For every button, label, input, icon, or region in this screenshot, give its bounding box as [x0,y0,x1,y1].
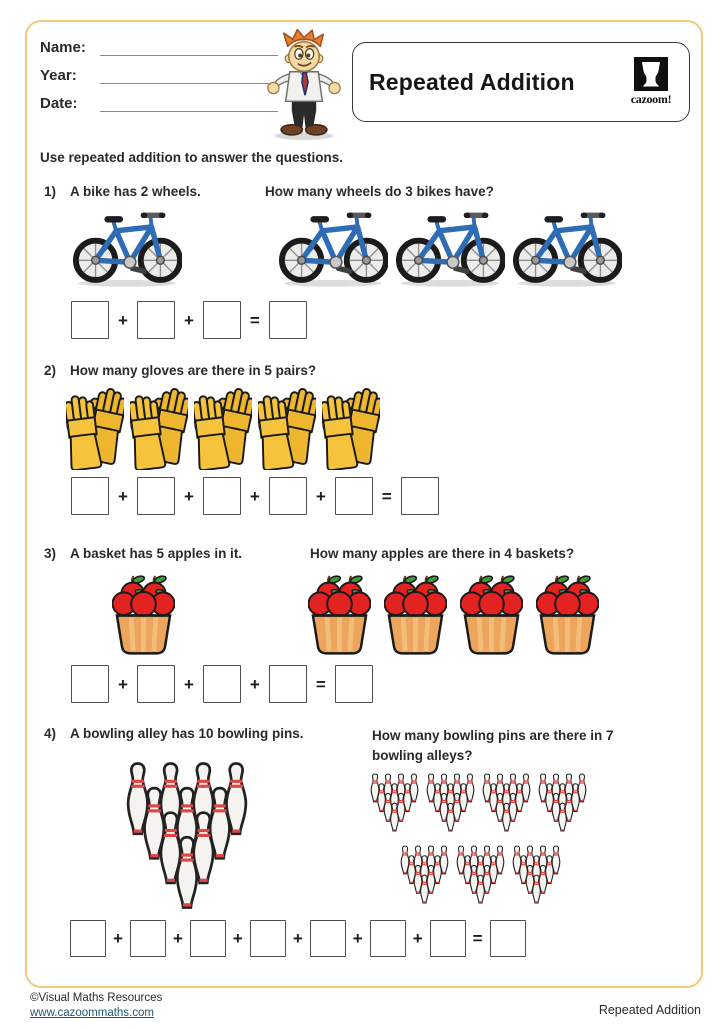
plus-sign: + [249,674,260,694]
answer-box[interactable] [71,301,109,339]
cartoon-boy-mascot [261,29,347,141]
cazoom-logo [625,57,677,107]
question-1-prompt-right: How many wheels do 3 bikes have? [265,184,494,199]
answer-box[interactable] [137,301,175,339]
bicycle-icon [278,209,388,288]
plus-sign: + [232,929,243,948]
plus-sign: + [118,310,128,330]
plus-sign: + [249,486,260,506]
glove-pair-icon [194,387,252,470]
date-field [40,92,278,112]
year-input-line[interactable] [100,67,278,84]
answer-box[interactable] [250,920,286,957]
bowling-pin-rack-icon [480,772,533,833]
name-field [40,36,278,56]
glove-pair-icon [258,387,316,470]
plus-sign: + [352,929,363,948]
question-2-equation [71,477,439,515]
answer-box[interactable] [310,920,346,957]
bicycle-icon [512,209,622,288]
answer-box[interactable] [71,665,109,703]
question-4-single-image [120,759,254,912]
question-4-equation [70,920,526,957]
bowling-pin-rack-icon [398,844,451,905]
plus-sign: + [292,929,303,948]
bicycle-icon [395,209,505,288]
plus-sign: + [183,486,194,506]
name-label: Name: [40,39,86,56]
answer-box[interactable] [70,920,106,957]
question-1-single-image [72,209,182,288]
answer-box[interactable] [203,665,241,703]
bowling-pin-rack-icon [120,759,254,912]
year-field [40,64,278,84]
apple-basket-icon [308,571,371,656]
question-1-equation [71,301,307,339]
plus-sign: + [118,486,128,506]
equals-sign: = [472,929,483,948]
equals-sign: = [381,486,392,506]
equals-sign: = [315,674,326,694]
answer-box[interactable] [190,920,226,957]
question-3-group-images [308,571,599,656]
question-3-equation [71,665,373,703]
worksheet-title-box [352,42,690,122]
glove-pair-icon [322,387,380,470]
plus-sign: + [315,486,326,506]
answer-box[interactable] [71,477,109,515]
question-1-number: 1) [44,184,57,199]
footer-worksheet-name: Repeated Addition [598,1003,701,1017]
question-4-number: 4) [44,726,57,741]
bowling-pin-rack-icon [454,844,507,905]
glove-pair-icon [130,387,188,470]
answer-box[interactable] [335,477,373,515]
answer-box[interactable] [203,301,241,339]
question-3-prompt-right: How many apples are there in 4 baskets? [310,546,575,561]
question-3-number: 3) [44,546,57,561]
date-input-line[interactable] [100,95,278,112]
answer-box[interactable] [130,920,166,957]
bowling-pin-rack-icon [536,772,589,833]
bowling-pin-rack-icon [510,844,563,905]
year-label: Year: [40,67,77,84]
answer-box[interactable] [335,665,373,703]
answer-box[interactable] [137,665,175,703]
equals-sign: = [249,310,260,330]
footer-credits [30,991,162,1021]
instruction-text: Use repeated addition to answer the questions. [40,150,344,165]
question-2-group-images [66,387,380,470]
plus-sign: + [412,929,423,948]
question-3-single-image [112,571,175,656]
plus-sign: + [183,310,194,330]
question-1-group-images [278,209,622,288]
answer-box[interactable] [370,920,406,957]
website-link[interactable]: www.cazoommaths.com [30,1006,154,1019]
answer-box[interactable] [137,477,175,515]
answer-box[interactable] [269,301,307,339]
bicycle-icon [72,209,182,288]
apple-basket-icon [112,571,175,656]
bowling-pin-rack-icon [424,772,477,833]
answer-box[interactable] [203,477,241,515]
question-4-prompt-right: How many bowling pins are there in 7 bowling alleys? [372,728,614,764]
apple-basket-icon [460,571,523,656]
header-fields [40,36,278,120]
question-4-group-images-row1 [368,772,589,833]
apple-basket-icon [536,571,599,656]
cazoom-logo-icon [634,57,668,91]
date-label: Date: [40,95,78,112]
question-1-prompt: A bike has 2 wheels. [70,184,201,199]
question-2-number: 2) [44,363,57,378]
answer-box[interactable] [490,920,526,957]
question-4-prompt: A bowling alley has 10 bowling pins. [70,726,304,741]
plus-sign: + [183,674,194,694]
plus-sign: + [118,674,128,694]
answer-box[interactable] [269,477,307,515]
cazoom-logo-text: cazoom! [630,92,672,106]
bowling-pin-rack-icon [368,772,421,833]
glove-pair-icon [66,387,124,470]
question-2-prompt: How many gloves are there in 5 pairs? [70,363,317,378]
answer-box[interactable] [269,665,307,703]
question-4-group-images-row2 [398,844,563,905]
page-title: Repeated Addition [369,68,575,95]
answer-box[interactable] [401,477,439,515]
apple-basket-icon [384,571,447,656]
question-3-prompt: A basket has 5 apples in it. [70,546,243,561]
plus-sign: + [172,929,183,948]
answer-box[interactable] [430,920,466,957]
plus-sign: + [113,929,123,948]
copyright-text: ©Visual Maths Resources [30,992,163,1004]
name-input-line[interactable] [100,39,278,56]
